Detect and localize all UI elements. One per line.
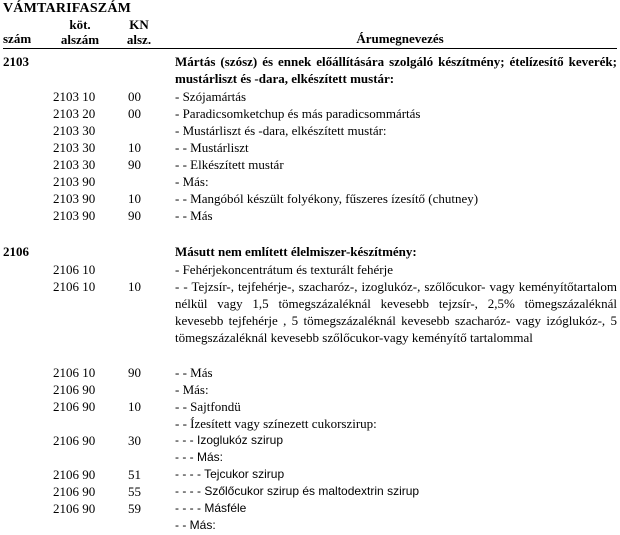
subheading-number: 2106 90 (53, 433, 96, 448)
header-arumegnevezes: Árumegnevezés (356, 31, 444, 46)
heading-description: Mártás (szósz) és ennek előállítására szolgáló készítmény; ételízesítő keverék; mustárliszt és -dara, elkészített mustár: (175, 54, 617, 86)
subheading-number: 2103 30 (53, 123, 96, 138)
document-title: VÁMTARIFASZÁM (3, 1, 132, 16)
description: - Más: (175, 382, 209, 397)
subheading-number: 2106 10 (53, 365, 96, 380)
description: - Szójamártás (175, 89, 247, 104)
description: - - Mustárliszt (175, 140, 249, 155)
kn-number: 90 (128, 208, 141, 223)
subheading-number: 2103 30 (53, 140, 96, 155)
description: - - - - Tejcukor szirup (175, 467, 285, 481)
subheading-number: 2103 90 (53, 174, 96, 189)
header-kot-alszam: köt. alszám (60, 17, 100, 47)
kn-number: 10 (128, 399, 141, 414)
description: - - Sajtfondü (175, 399, 241, 414)
kn-number: 10 (128, 140, 141, 155)
kn-number: 59 (128, 501, 141, 516)
description: - - Mangóból készült folyékony, fűszeres ízesítő (chutney) (175, 191, 479, 206)
description: - Mustárliszt és -dara, elkészített mustár: (175, 123, 387, 138)
heading-description: Másutt nem említett élelmiszer-készítmény: (175, 244, 417, 259)
header-rule (3, 48, 617, 49)
subheading-number: 2106 10 (53, 262, 96, 277)
description: - - - Izoglukóz szirup (175, 433, 284, 447)
description: - - Más (175, 365, 213, 380)
description: - - Ízesített vagy színezett cukorszirup: (175, 416, 377, 431)
subheading-number: 2103 30 (53, 157, 96, 172)
kn-number: 10 (128, 279, 141, 294)
description: - - - - Másféle (175, 501, 247, 515)
description: - Fehérjekoncentrátum és texturált fehérje (175, 262, 394, 277)
description: - Más: (175, 174, 209, 189)
kn-number: 90 (128, 157, 141, 172)
description: - Paradicsomketchup és más paradicsommártás (175, 106, 421, 121)
subheading-number: 2106 90 (53, 484, 96, 499)
kn-number: 51 (128, 467, 141, 482)
subheading-number: 2106 90 (53, 467, 96, 482)
kn-number: 00 (128, 89, 141, 104)
subheading-number: 2106 90 (53, 382, 96, 397)
subheading-number: 2103 90 (53, 208, 96, 223)
kn-number: 30 (128, 433, 141, 448)
subheading-number: 2106 90 (53, 501, 96, 516)
kn-number: 10 (128, 191, 141, 206)
kn-number: 00 (128, 106, 141, 121)
description: - - Elkészített mustár (175, 157, 284, 172)
kn-number: 55 (128, 484, 141, 499)
heading-number: 2106 (3, 244, 29, 259)
subheading-number: 2103 20 (53, 106, 96, 121)
subheading-number: 2103 10 (53, 89, 96, 104)
description: - - Más (175, 208, 213, 223)
header-kn-alsz: KN alsz. (126, 17, 152, 47)
description: - - - Más: (175, 450, 223, 464)
description: - - Más: (175, 518, 216, 532)
header-szam: szám (3, 31, 32, 46)
description: - - - - Szőlőcukor szirup és maltodextrin szirup (175, 484, 420, 498)
subheading-number: 2103 90 (53, 191, 96, 206)
subheading-number: 2106 10 (53, 279, 96, 294)
subheading-number: 2106 90 (53, 399, 96, 414)
heading-number: 2103 (3, 54, 29, 69)
description: - - Tejzsír-, tejfehérje-, szacharóz-, izoglukóz-, szőlőcukor- vagy keményítőtartalom nélkül vagy 1,5 tömegszázaléknál kevesebb tejzsír-, 2,5% tömegszázaléknál kevesebb tejfehérje , 5 tömegszázaléknál kevesebb szacharóz- vagy izóglukóz-, 5 tömegszázaléknál kevesebb szőlőcukor-vagy keményítő tartalommal (175, 279, 617, 345)
kn-number: 90 (128, 365, 141, 380)
